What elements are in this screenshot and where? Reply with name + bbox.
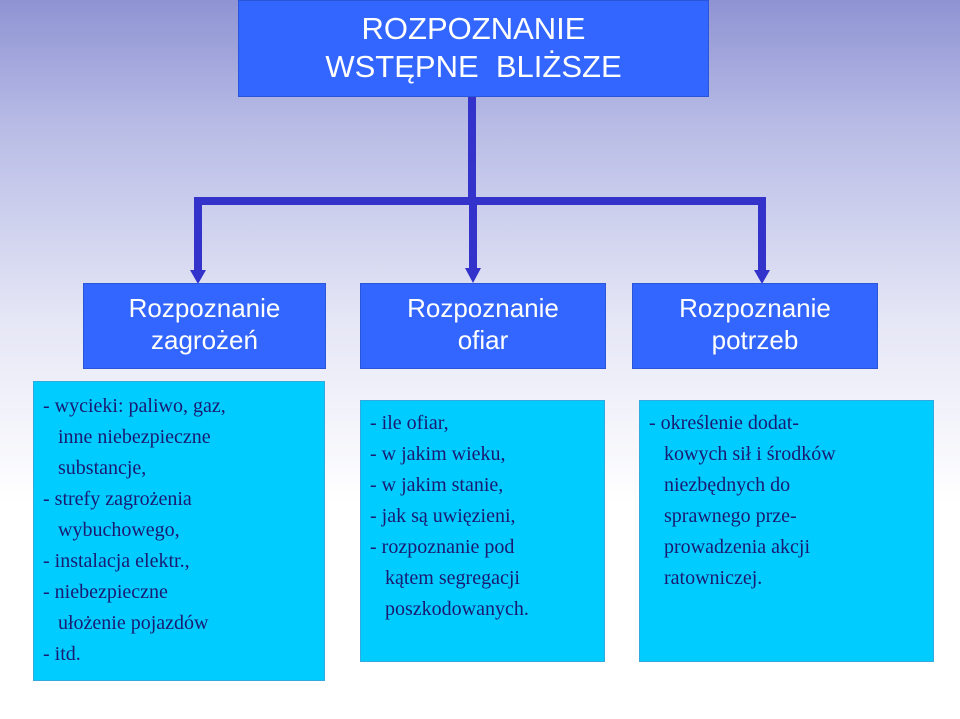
- connector-crossbar: [194, 197, 766, 205]
- list-item: inne niebezpieczne: [43, 426, 211, 448]
- details-ofiar: [360, 400, 605, 662]
- heading-potrzeb: [632, 283, 878, 369]
- list-item: - instalacja elektr.,: [43, 550, 190, 572]
- arrow-right-head: [754, 270, 770, 284]
- list-item: niezbędnych do: [649, 474, 791, 496]
- arrow-middle-head: [465, 268, 481, 283]
- title-line-2: WSTĘPNE BLIŻSZE: [325, 49, 622, 84]
- heading-zagrozen: [83, 283, 326, 369]
- list-item: ułożenie pojazdów: [43, 612, 209, 634]
- diagram-title: [238, 0, 709, 97]
- list-item: - w jakim stanie,: [370, 474, 504, 496]
- list-item: substancje,: [43, 457, 147, 479]
- list-item: prowadzenia akcji: [649, 536, 811, 558]
- connector-right-drop: [758, 197, 766, 271]
- list-item: sprawnego prze-: [649, 505, 797, 527]
- heading-line: potrzeb: [711, 325, 799, 355]
- list-item: - jak są uwięzieni,: [370, 505, 516, 527]
- connector-trunk: [468, 97, 476, 201]
- details-potrzeb: [639, 400, 934, 662]
- list-item: - niebezpieczne: [43, 581, 168, 603]
- list-item: - rozpoznanie pod: [370, 536, 515, 558]
- list-item: - itd.: [43, 643, 81, 665]
- heading-ofiar: [360, 283, 606, 369]
- list-item: - w jakim wieku,: [370, 443, 506, 465]
- list-item: kątem segregacji: [370, 567, 520, 589]
- heading-line: ofiar: [457, 325, 509, 355]
- list-item: poszkodowanych.: [370, 598, 529, 620]
- list-item: ratowniczej.: [649, 567, 763, 589]
- list-item: - ile ofiar,: [370, 412, 449, 434]
- heading-line: Rozpoznanie: [679, 293, 831, 323]
- arrow-left-head: [190, 270, 206, 284]
- details-zagrozen: [33, 381, 325, 681]
- heading-line: zagrożeń: [151, 325, 258, 355]
- list-item: - określenie dodat-: [649, 412, 799, 434]
- list-item: kowych sił i środków: [649, 443, 836, 465]
- connector-middle-drop: [469, 201, 477, 269]
- heading-line: Rozpoznanie: [128, 293, 281, 323]
- title-line-1: ROZPOZNANIE: [361, 11, 586, 46]
- list-item: wybuchowego,: [43, 519, 180, 541]
- heading-line: Rozpoznanie: [407, 293, 559, 323]
- list-item: - strefy zagrożenia: [43, 488, 192, 510]
- connector-left-drop: [194, 197, 202, 271]
- list-item: - wycieki: paliwo, gaz,: [43, 395, 226, 417]
